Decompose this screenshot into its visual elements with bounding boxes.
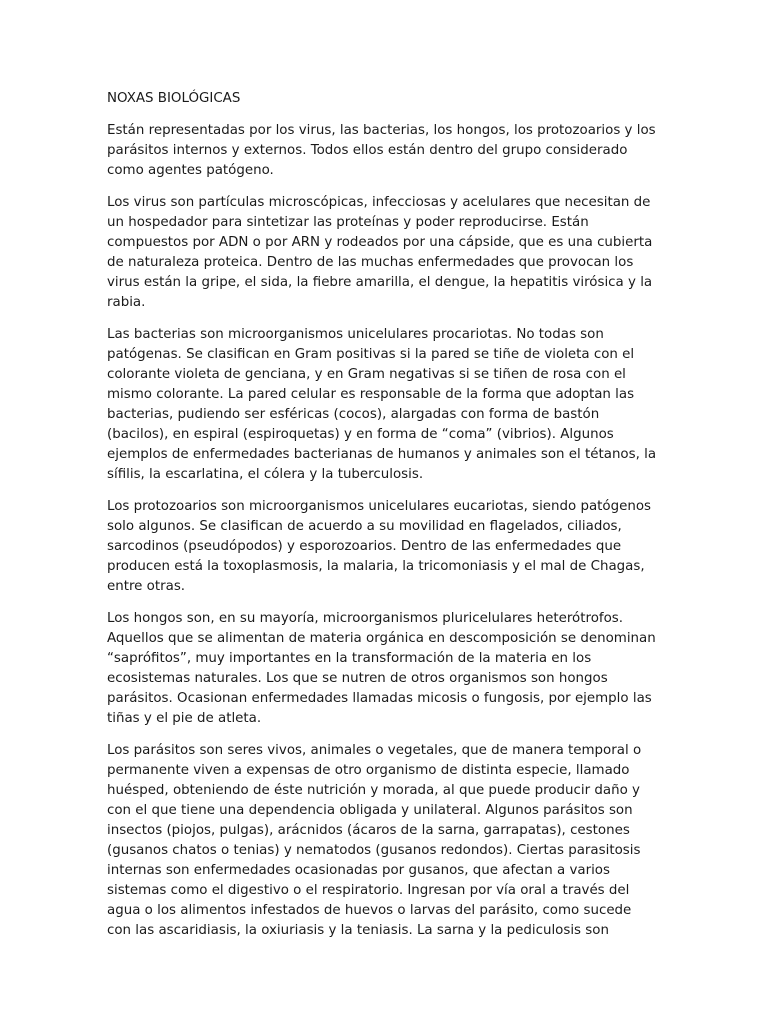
paragraph-parasitos: Los parásitos son seres vivos, animales o vegetales, que de manera temporal o permanente viven a expensas de otro organismo de distinta especie, llamado huésped, obteniendo de éste nutrición y morada, al que puede producir daño y con el que tiene una dependencia obligada y unilateral. Algunos parásitos son insectos (piojos, pulgas), arácnidos (ácaros de la sarna, garrapatas), cestones (gusanos chatos o tenias) y nematodos (gusanos redondos). Ciertas parasitosis internas son enfermedades ocasionadas por gusanos, que afectan a varios sistemas como el digestivo o el respiratorio. Ingresan por vía oral a través del agua o los alimentos infestados de huevos o larvas del parásito, como sucede con las ascaridiasis, la oxiuriasis y la teniasis. La sarna y la pediculosis son [107, 743, 642, 938]
document-title: NOXAS BIOLÓGICAS [107, 91, 241, 106]
paragraph-hongos: Los hongos son, en su mayoría, microorganismos pluricelulares heterótrofos. Aquellos que se alimentan de materia orgánica en descomposición se denominan “saprófitos”, muy importantes en la transformación de la materia en los ecosistemas naturales. Los que se nutren de otros organismos son hongos parásitos. Ocasionan enfermedades llamadas micosis o fungosis, por ejemplo las tiñas y el pie de atleta. [107, 611, 656, 726]
paragraph-protozoarios: Los protozoarios son microorganismos unicelulares eucariotas, siendo patógenos solo algunos. Se clasifican de acuerdo a su movilidad en flagelados, ciliados, sarcodinos (pseudópodos) y esporozoarios. Dentro de las enfermedades que producen está la toxoplasmosis, la malaria, la tricomoniasis y el mal de Chagas, entre otras. [107, 499, 652, 594]
paragraph-virus: Los virus son partículas microscópicas, infecciosas y acelulares que necesitan de un hospedador para sintetizar las proteínas y poder reproducirse. Están compuestos por ADN o por ARN y rodeados por una cápside, que es una cubierta de naturaleza proteica. Dentro de las muchas enfermedades que provocan los virus están la gripe, el sida, la fiebre amarilla, el dengue, la hepatitis virósica y la rabia. [107, 195, 653, 310]
paragraph-bacterias: Las bacterias son microorganismos unicelulares procariotas. No todas son patógenas. Se clasifican en Gram positivas si la pared se tiñe de violeta con el colorante violeta de genciana, y en Gram negativas si se tiñen de rosa con el mismo colorante. La pared celular es responsable de la forma que adoptan las bacterias, pudiendo ser esféricas (cocos), alargadas con forma de bastón (bacilos), en espiral (espiroquetas) y en forma de “coma” (vibrios). Algunos ejemplos de enfermedades bacterianas de humanos y animales son el tétanos, la sífilis, la escarlatina, el cólera y la tuberculosis. [107, 327, 657, 482]
paragraph-intro: Están representadas por los virus, las bacterias, los hongos, los protozoarios y los parásitos internos y externos. Todos ellos están dentro del grupo considerado como agentes patógeno. [107, 123, 656, 178]
document-body [107, 89, 659, 953]
